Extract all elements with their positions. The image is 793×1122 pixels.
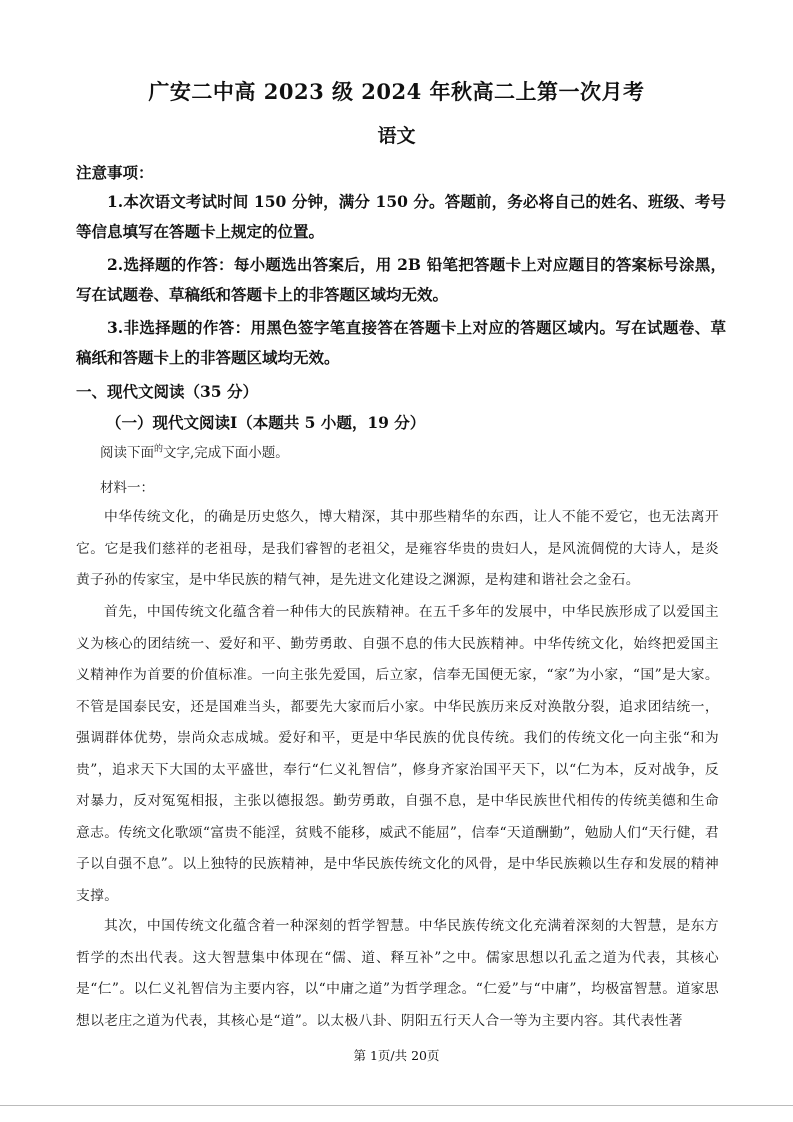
instruction-sup: 的	[154, 444, 164, 455]
instruction-pre: 阅读下面	[100, 445, 154, 461]
page-divider	[0, 1105, 793, 1106]
section-title: 一、现代文阅读（35 分）	[76, 382, 258, 401]
material-label: 材料一：	[100, 480, 154, 496]
paragraph-2	[76, 597, 719, 912]
notice-item-2: 2.选择题的作答：每小题选出答案后，用 2B 铅笔把答题卡上对应题目的答案标号涂黑，写在试题卷、草稿纸和答题卡上的非答题区域均无效。	[76, 255, 726, 304]
paragraph-3	[76, 911, 719, 1037]
exam-title: 广安二中高 2023 级 2024 年秋高二上第一次月考	[148, 79, 645, 104]
paragraph-text: 中华传统文化，的确是历史悠久，博大精深，其中那些精华的东西，让人不能不爱它，也无法离开它。它是我们慈祥的老祖母，是我们睿智的老祖父，是雍容华贵的贵妇人，是风流倜傥的大诗人，是炎黄子孙的传家宝，是中华民族的精气神，是先进文化建设之渊源，是构建和谐社会之金石。	[76, 509, 719, 588]
paragraph-text: 其次，中国传统文化蕴含着一种深刻的哲学智慧。中华民族传统文化充满着深刻的大智慧，是东方哲学的杰出代表。这大智慧集中体现在“儒、道、释互补”之中。儒家思想以孔孟之道为代表，其核心是“仁”。以仁义礼智信为主要内容，以“中庸之道”为哲学理念。“仁爱”与“中庸”，均极富智慧。道家思想以老庄之道为代表，其核心是“道”。以太极八卦、阴阳五行天人合一等为主要内容。其代表性著	[76, 918, 719, 1029]
notice-item-1: 1.本次语文考试时间 150 分钟，满分 150 分。答题前，务必将自己的姓名、班级、考号等信息填写在答题卡上规定的位置。	[76, 192, 726, 241]
instruction-post: 文字,完成下面小题。	[163, 445, 289, 461]
subsection-title: （一）现代文阅读Ⅰ（本题共 5 小题，19 分）	[106, 413, 426, 432]
reading-instruction	[100, 441, 289, 461]
notice-item-3: 3.非选择题的作答：用黑色签字笔直接答在答题卡上对应的答题区域内。写在试题卷、草稿纸和答题卡上的非答题区域均无效。	[76, 318, 726, 367]
paragraph-1	[76, 502, 719, 597]
subject-title: 语文	[377, 125, 416, 147]
notice-heading: 注意事项：	[76, 163, 154, 182]
page-footer: 第 1页/共 20页	[353, 1048, 440, 1063]
paragraph-text: 首先，中国传统文化蕴含着一种伟大的民族精神。在五千多年的发展中，中华民族形成了以爱国主义为核心的团结统一、爱好和平、勤劳勇敢、自强不息的伟大民族精神。中华传统文化，始终把爱国主义精神作为首要的价值标准。一向主张先爱国，后立家，信奉无国便无家，“家”为小家，“国”是大家。不管是国泰民安，还是国难当头，都要先大家而后小家。中华民族历来反对涣散分裂，追求团结统一，强调群体优势，崇尚众志成城。爱好和平，更是中华民族的优良传统。我们的传统文化一向主张“和为贵”，追求天下大国的太平盛世，奉行“仁义礼智信”，修身齐家治国平天下，以“仁为本，反对战争，反对暴力，反对冤冤相报，主张以德报怨。勤劳勇敢，自强不息，是中华民族世代相传的传统美德和生命意志。传统文化歌颂“富贵不能淫，贫贱不能移，威武不能屈”，信奉“天道酬勤”，勉励人们“天行健，君子以自强不息”。以上独特的民族精神，是中华民族传统文化的风骨，是中华民族赖以生存和发展的精神支撑。	[76, 604, 719, 904]
